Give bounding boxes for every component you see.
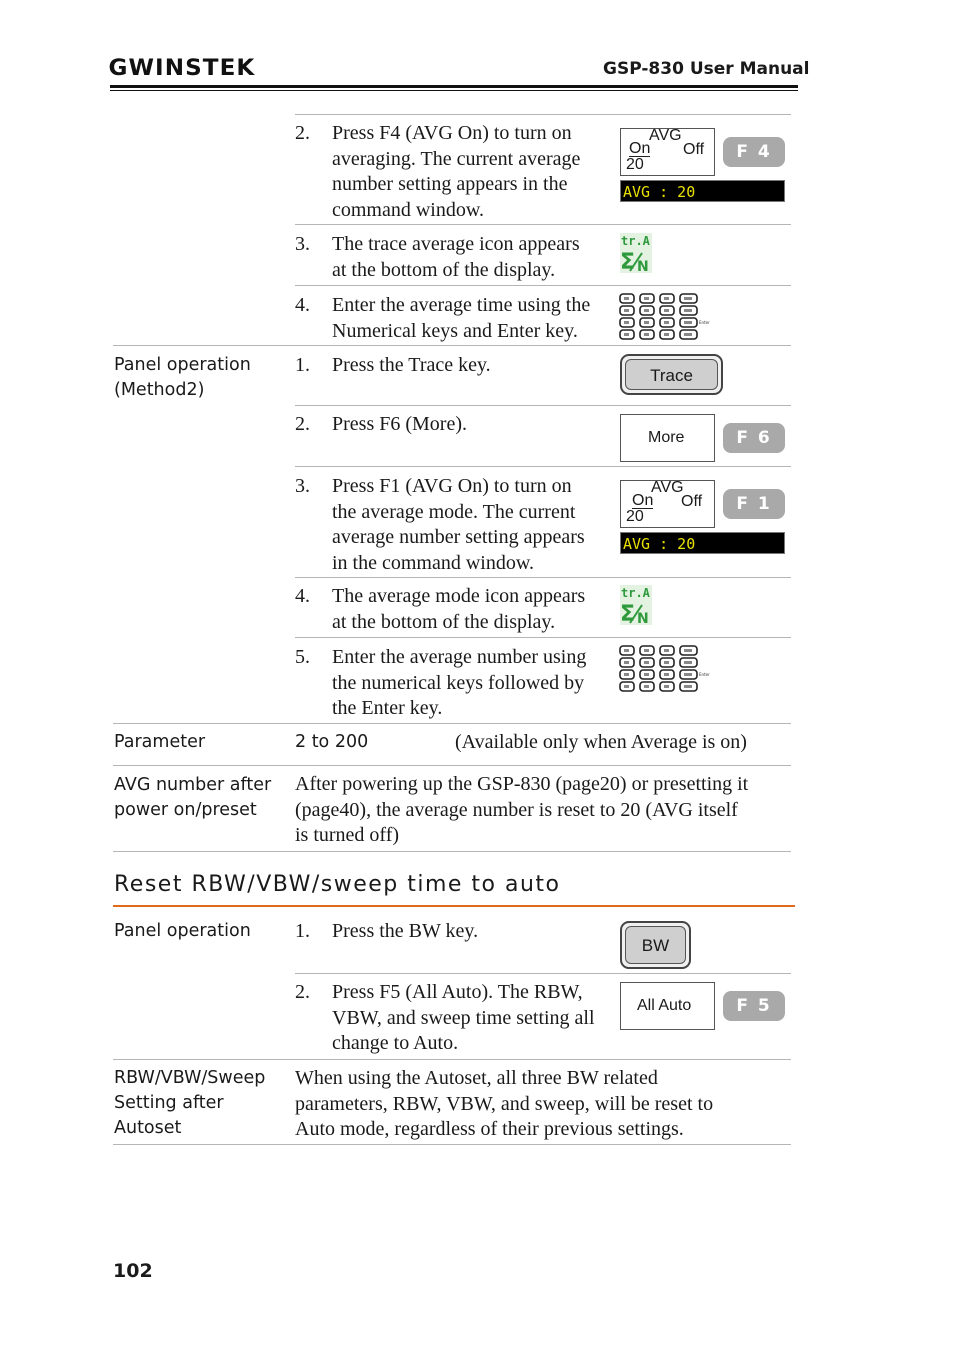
keypad-key-glyph	[664, 685, 669, 688]
svg-text:tr.A: tr.A	[621, 586, 650, 600]
step-number: 3.	[295, 233, 310, 255]
row-divider	[295, 577, 791, 578]
page-number: 102	[113, 1260, 153, 1282]
keypad-key-glyph	[684, 297, 692, 300]
header-rule-thin	[110, 90, 798, 91]
step-text: Enter the average time using the Numerical keys and Enter key.	[332, 294, 591, 342]
keypad-key-glyph	[624, 649, 629, 652]
step-text: The trace average icon appears at the bottom of the display.	[332, 233, 580, 281]
keypad-key-glyph	[644, 673, 649, 676]
step-text: Press F5 (All Auto). The RBW, VBW, and sweep time setting all change to Auto.	[332, 981, 595, 1054]
keypad-key-glyph	[644, 309, 649, 312]
header-rule	[110, 85, 798, 88]
svg-text:Σ: Σ	[620, 250, 636, 273]
step-number: 2.	[295, 122, 310, 144]
bw-key[interactable]: BW	[620, 921, 691, 969]
svg-text:tr.A: tr.A	[621, 234, 650, 248]
row-divider	[295, 114, 791, 115]
keypad-key-glyph	[624, 333, 629, 336]
gwinstek-logo: GWINSTEK	[108, 56, 256, 81]
keypad-key-glyph	[664, 309, 669, 312]
keypad-key-glyph	[644, 321, 649, 324]
step-number: 1.	[295, 920, 310, 942]
row-divider	[295, 224, 791, 225]
step-text: Press the Trace key.	[332, 354, 491, 376]
keypad-svg	[619, 293, 711, 341]
section-rule	[113, 905, 795, 907]
step-number: 2.	[295, 413, 310, 435]
step-text: Press F4 (AVG On) to turn on averaging. The current average number setting appears in the command window.	[332, 122, 581, 221]
row-divider	[113, 1059, 791, 1060]
step-number: 3.	[295, 475, 310, 497]
svg-text:N: N	[637, 611, 649, 625]
all-auto-softkey-label: All Auto	[620, 982, 715, 1030]
row-label: RBW/VBW/Sweep Setting after Autoset	[114, 1068, 266, 1138]
step-number: 1.	[295, 354, 310, 376]
keypad-key-glyph	[684, 673, 692, 676]
parameter-note: (Available only when Average is on)	[455, 731, 747, 753]
step-text: Enter the average number using the numerical keys followed by the Enter key.	[332, 646, 587, 719]
trace-key[interactable]: Trace	[620, 354, 723, 395]
more-softkey-label: More	[620, 414, 715, 462]
keypad-key-glyph	[664, 661, 669, 664]
f1-key[interactable]: F 1	[723, 489, 785, 519]
keypad-key-glyph	[624, 321, 629, 324]
keypad-key-glyph	[684, 309, 692, 312]
avg-reset-description: After powering up the GSP-830 (page20) or presetting it (page40), the average number is reset to 20 (AVG itself is turned off)	[295, 773, 749, 846]
row-divider	[295, 285, 791, 286]
step-number: 4.	[295, 294, 310, 316]
row-label: Panel operation (Method2)	[114, 355, 251, 400]
avg-on-off-softkey-label: AVG On Off 20	[620, 480, 715, 528]
keypad-key-glyph	[644, 661, 649, 664]
step-text: Press F1 (AVG On) to turn on the average mode. The current average number setting appears in the command window.	[332, 475, 585, 574]
autoset-description: When using the Autoset, all three BW related parameters, RBW, VBW, and sweep, will be reset to Auto mode, regardless of their previous settings.	[295, 1067, 714, 1140]
row-label: Panel operation	[114, 921, 251, 941]
keypad-key-glyph	[624, 661, 629, 664]
manual-title: GSP-830 User Manual	[603, 59, 810, 79]
svg-text:Σ: Σ	[620, 602, 636, 625]
svg-text:N: N	[637, 259, 649, 273]
keypad-key-glyph	[684, 661, 692, 664]
keypad-key-glyph	[644, 297, 649, 300]
keypad-key-glyph	[664, 649, 669, 652]
f5-key[interactable]: F 5	[723, 991, 785, 1021]
enter-key-label: Enter	[699, 672, 710, 677]
command-window: AVG : 20	[620, 532, 785, 554]
row-divider	[113, 723, 791, 724]
average-mode-icon	[620, 585, 652, 625]
keypad-key-glyph	[624, 297, 629, 300]
row-divider	[295, 973, 791, 974]
row-divider	[113, 851, 791, 852]
numeric-keypad-icon	[619, 645, 711, 693]
keypad-key-glyph	[684, 685, 692, 688]
f4-key[interactable]: F 4	[723, 137, 785, 167]
row-divider	[113, 1144, 791, 1145]
row-label: Parameter	[114, 732, 206, 752]
row-divider	[295, 405, 791, 406]
step-number: 2.	[295, 981, 310, 1003]
numeric-keypad-icon	[619, 293, 711, 341]
step-number: 4.	[295, 585, 310, 607]
step-text: The average mode icon appears at the bottom of the display.	[332, 585, 586, 633]
keypad-key-glyph	[664, 673, 669, 676]
parameter-range: 2 to 200	[295, 732, 369, 752]
trace-average-icon	[620, 233, 652, 273]
keypad-key-glyph	[644, 685, 649, 688]
row-label: AVG number after power on/preset	[114, 775, 272, 820]
row-divider	[113, 765, 791, 766]
keypad-svg	[619, 645, 711, 693]
keypad-key-glyph	[664, 333, 669, 336]
keypad-key-glyph	[624, 685, 629, 688]
keypad-key-glyph	[664, 321, 669, 324]
avg-on-off-softkey-label: AVG On Off 20	[620, 128, 715, 176]
step-number: 5.	[295, 646, 310, 668]
step-text: Press F6 (More).	[332, 413, 467, 435]
keypad-key-glyph	[644, 333, 649, 336]
row-divider	[295, 637, 791, 638]
keypad-key-glyph	[684, 321, 692, 324]
enter-key-label: Enter	[699, 320, 710, 325]
keypad-key-glyph	[664, 297, 669, 300]
command-window: AVG : 20	[620, 180, 785, 202]
keypad-key-glyph	[644, 649, 649, 652]
keypad-key-glyph	[684, 649, 692, 652]
step-text: Press the BW key.	[332, 920, 479, 942]
keypad-key-glyph	[684, 333, 692, 336]
row-divider	[113, 345, 791, 346]
f6-key[interactable]: F 6	[723, 423, 785, 453]
keypad-key-glyph	[624, 673, 629, 676]
row-divider	[295, 466, 791, 467]
keypad-key-glyph	[624, 309, 629, 312]
section-title: Reset RBW/VBW/sweep time to auto	[114, 872, 561, 897]
